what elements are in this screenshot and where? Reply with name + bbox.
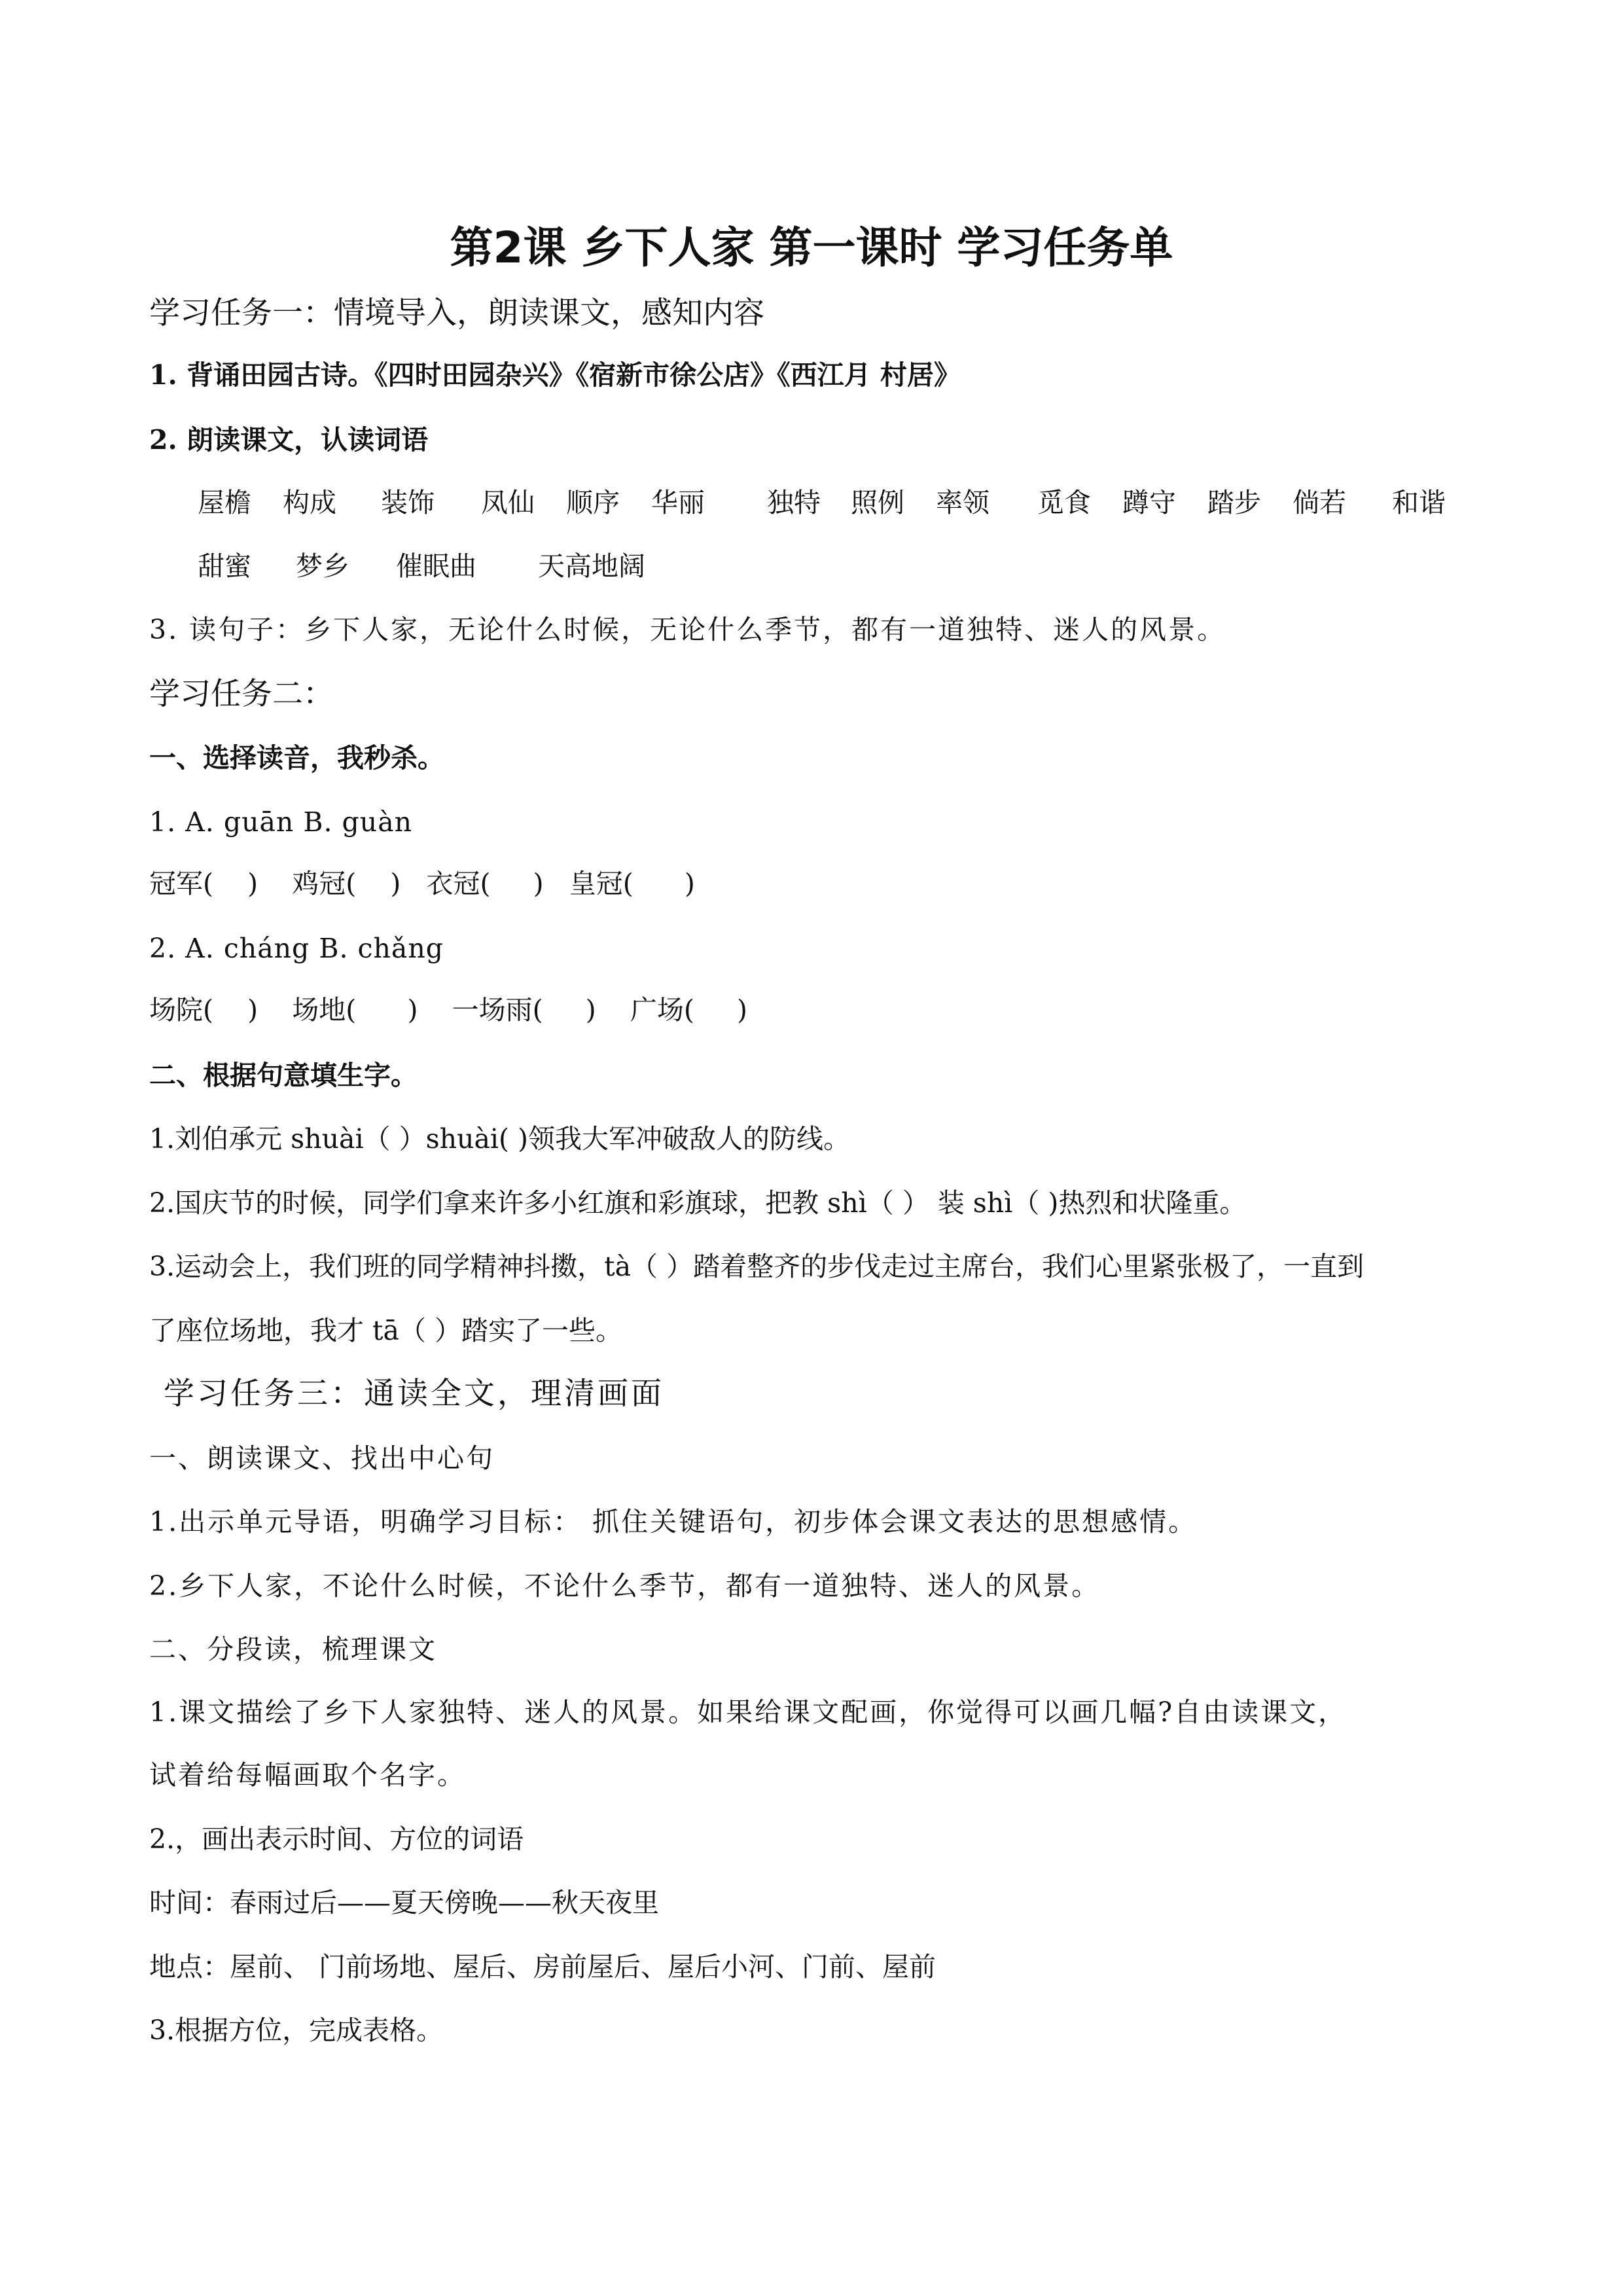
question1-words: 冠军( ) 鸡冠( ) 衣冠( ) 皇冠( ) <box>149 868 695 899</box>
vocab-word: 独特 <box>767 487 821 518</box>
vocab-word: 率领 <box>936 487 990 518</box>
vocab-word: 照例 <box>851 487 904 518</box>
vocab-word: 甜蜜 <box>198 550 251 582</box>
task3-place: 地点：屋前、 门前场地、屋后、房前屋后、屋后小河、门前、屋前 <box>149 1951 936 1982</box>
fill-sentence-3-cont: 了座位场地，我才 tā（ ）踏实了一些。 <box>149 1315 622 1346</box>
task1-item1: 1. 背诵田园古诗。《四时田园杂兴》《宿新市徐公店》《西江月 村居》 <box>149 359 961 391</box>
task3-section1: 一、朗读课文、找出中心句 <box>149 1443 495 1474</box>
fill-sentence-2: 2.国庆节的时候，同学们拿来许多小红旗和彩旗球，把教 shì（ ） 装 shì（ )热烈和状隆重。 <box>149 1187 1247 1219</box>
vocab-word: 构成 <box>283 487 336 518</box>
page-title: 第2课 乡下人家 第一课时 学习任务单 <box>450 223 1173 273</box>
task3-heading: 学习任务三：通读全文，理清画面 <box>164 1376 664 1412</box>
vocab-word: 天高地阔 <box>538 550 645 582</box>
task3-section2: 二、分段读，梳理课文 <box>149 1634 437 1665</box>
vocab-word: 和谐 <box>1392 487 1446 518</box>
question1-options: 1. A. guān B. guàn <box>149 806 413 838</box>
task3-line1: 1.出示单元导语，明确学习目标： 抓住关键语句，初步体会课文表达的思想感情。 <box>149 1506 1198 1537</box>
task2-section2: 二、根据句意填生字。 <box>149 1060 418 1091</box>
task3-line7: 3.根据方位，完成表格。 <box>149 2015 444 2046</box>
question2-words: 场院( ) 场地( ) 一场雨( ) 广场( ) <box>149 994 748 1026</box>
task3-time: 时间：春雨过后——夏天傍晚——秋天夜里 <box>149 1887 659 1918</box>
vocab-word: 屋檐 <box>198 487 251 518</box>
vocab-word: 凤仙 <box>481 487 535 518</box>
task3-line4: 2.，画出表示时间、方位的词语 <box>149 1823 524 1855</box>
vocab-word: 蹲守 <box>1122 487 1176 518</box>
task2-section1: 一、选择读音，我秒杀。 <box>149 742 444 774</box>
fill-sentence-1: 1.刘伯承元 shuài（ ）shuài( )领我大军冲破敌人的防线。 <box>149 1123 851 1155</box>
vocab-word: 华丽 <box>651 487 705 518</box>
task3-line3: 1.课文描绘了乡下人家独特、迷人的风景。如果给课文配画，你觉得可以画几幅?自由读课文， <box>149 1696 1347 1728</box>
vocab-word: 觅食 <box>1037 487 1091 518</box>
question2-options: 2. A. cháng B. chǎng <box>149 933 444 964</box>
task1-item3: 3. 读句子：乡下人家，无论什么时候，无论什么季节，都有一道独特、迷人的风景。 <box>149 614 1226 645</box>
vocab-word: 踏步 <box>1207 487 1261 518</box>
vocab-word: 顺序 <box>566 487 620 518</box>
task3-line2: 2.乡下人家，不论什么时候，不论什么季节，都有一道独特、迷人的风景。 <box>149 1570 1101 1602</box>
task2-heading: 学习任务二： <box>149 676 334 712</box>
vocab-word: 梦乡 <box>296 550 349 582</box>
vocab-word: 装饰 <box>381 487 435 518</box>
vocab-word: 倘若 <box>1293 487 1346 518</box>
task1-heading: 学习任务一：情境导入，朗读课文，感知内容 <box>149 295 764 331</box>
task3-line3-cont: 试着给每幅画取个名字。 <box>149 1759 466 1791</box>
task1-item2: 2. 朗读课文，认读词语 <box>149 424 429 456</box>
fill-sentence-3: 3.运动会上，我们班的同学精神抖擞，tà（ ）踏着整齐的步伐走过主席台，我们心里紧张极了，一直到 <box>149 1251 1364 1282</box>
vocab-word: 催眠曲 <box>396 550 476 582</box>
